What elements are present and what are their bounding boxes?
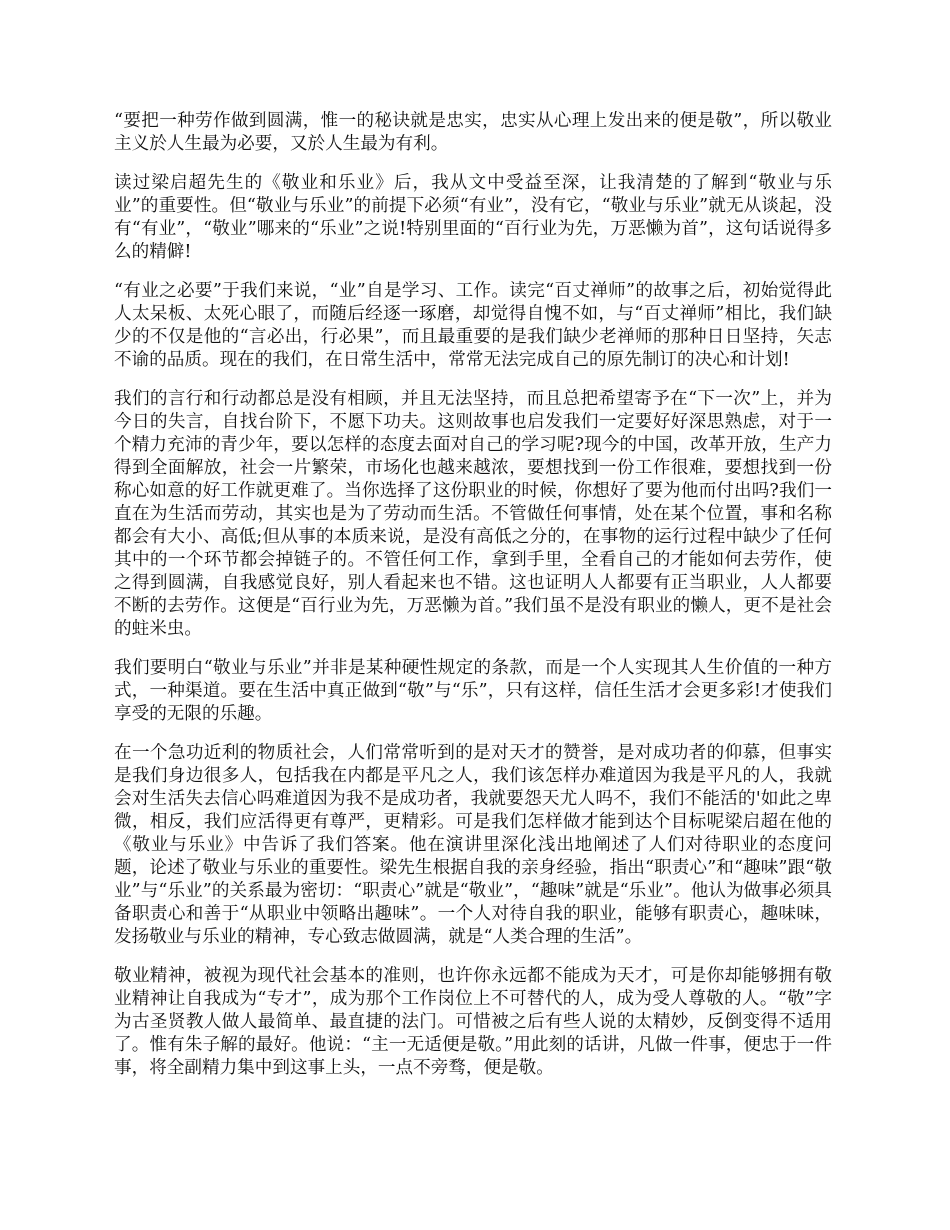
paragraph-7: 敬业精神，被视为现代社会基本的准则，也许你永远都不能成为天才，可是你却能够拥有敬业精神让自我成为“专才”，成为那个工作岗位上不可替代的人，成为受人尊敬的人。“敬”字为古圣贤教人做人最简单、最直捷的法门。可惜被之后有些人说的太精妙，反倒变得不适用了。惟有朱子解的最好。他说：“主一无适便是敬。”用此刻的话讲，凡做一件事，便忠于一件事，将全副精力集中到这事上头，一点不旁骛，便是敬。 (114, 966, 832, 1078)
document-page (114, 110, 832, 1096)
paragraph-2: 读过梁启超先生的《敬业和乐业》后，我从文中受益至深，让我清楚的了解到“敬业与乐业”的重要性。但“敬业与乐业”的前提下必须“有业”，没有它，“敬业与乐业”就无从谈起，没有“有业”，“敬业”哪来的“乐业”之说!特别里面的“百行业为先，万恶懒为首”，这句话说得多么的精僻! (114, 173, 832, 262)
paragraph-4: 我们的言行和行动都总是没有相顾，并且无法坚持，而且总把希望寄予在“下一次”上，并为今日的失言，自找台阶下，不愿下功夫。这则故事也启发我们一定要好好深思熟虑，对于一个精力充沛的青少年，要以怎样的态度去面对自己的学习呢?现今的中国，改革开放，生产力得到全面解放，社会一片繁荣，市场化也越来越浓，要想找到一份工作很难，要想找到一份称心如意的好工作就更难了。当你选择了这份职业的时候，你想好了要为他而付出吗?我们一直在为生活而劳动，其实也是为了劳动而生活。不管做任何事情，处在某个位置，事和名称都会有大小、高低;但从事的本质来说，是没有高低之分的，在事物的运行过程中缺少了任何其中的一个环节都会掉链子的。不管任何工作，拿到手里，全看自己的才能如何去劳作，使之得到圆满，自我感觉良好，别人看起来也不错。这也证明人人都要有正当职业，人人都要不断的去劳作。这便是“百行业为先，万恶懒为首。”我们虽不是没有职业的懒人，更不是社会的蛀米虫。 (114, 389, 832, 639)
paragraph-3: “有业之必要”于我们来说，“业”自是学习、工作。读完“百丈禅师”的故事之后，初始觉得此人太呆板、太死心眼了，而随后经逐一琢磨，却觉得自愧不如，与“百丈禅师”相比，我们缺少的不仅是他的“言必出，行必果”，而且最重要的是我们缺少老禅师的那种日日坚持，矢志不谕的品质。现在的我们，在日常生活中，常常无法完成自己的原先制订的决心和计划! (114, 281, 832, 370)
paragraph-6: 在一个急功近利的物质社会，人们常常听到的是对天才的赞誉，是对成功者的仰慕，但事实是我们身边很多人，包括我在内都是平凡之人，我们该怎样办难道因为我是平凡的人，我就会对生活失去信心吗难道因为我不是成功者，我就要怨天尤人吗不，我们不能活的'如此之卑微，相反，我们应活得更有尊严，更精彩。可是我们怎样做才能到达个目标呢梁启超在他的《敬业与乐业》中告诉了我们答案。他在演讲里深化浅出地阐述了人们对待职业的态度问题，论述了敬业与乐业的重要性。梁先生根据自我的亲身经验，指出“职责心”和“趣味”跟“敬业”与“乐业”的关系最为密切：“职责心”就是“敬业”，“趣味”就是“乐业”。他认为做事必须具备职责心和善于“从职业中领略出趣味”。一个人对待自我的职业，能够有职责心，趣味味，发扬敬业与乐业的精神，专心致志做圆满，就是“人类合理的生活”。 (114, 743, 832, 947)
paragraph-5: 我们要明白“敬业与乐业”并非是某种硬性规定的条款，而是一个人实现其人生价值的一种方式，一种渠道。要在生活中真正做到“敬”与“乐”，只有这样，信任生活才会更多彩!才使我们享受的无限的乐趣。 (114, 658, 832, 724)
paragraph-1: “要把一种劳作做到圆满，惟一的秘诀就是忠实，忠实从心理上发出来的便是敬”，所以敬业主义於人生最为必要，又於人生最为有利。 (114, 111, 832, 154)
